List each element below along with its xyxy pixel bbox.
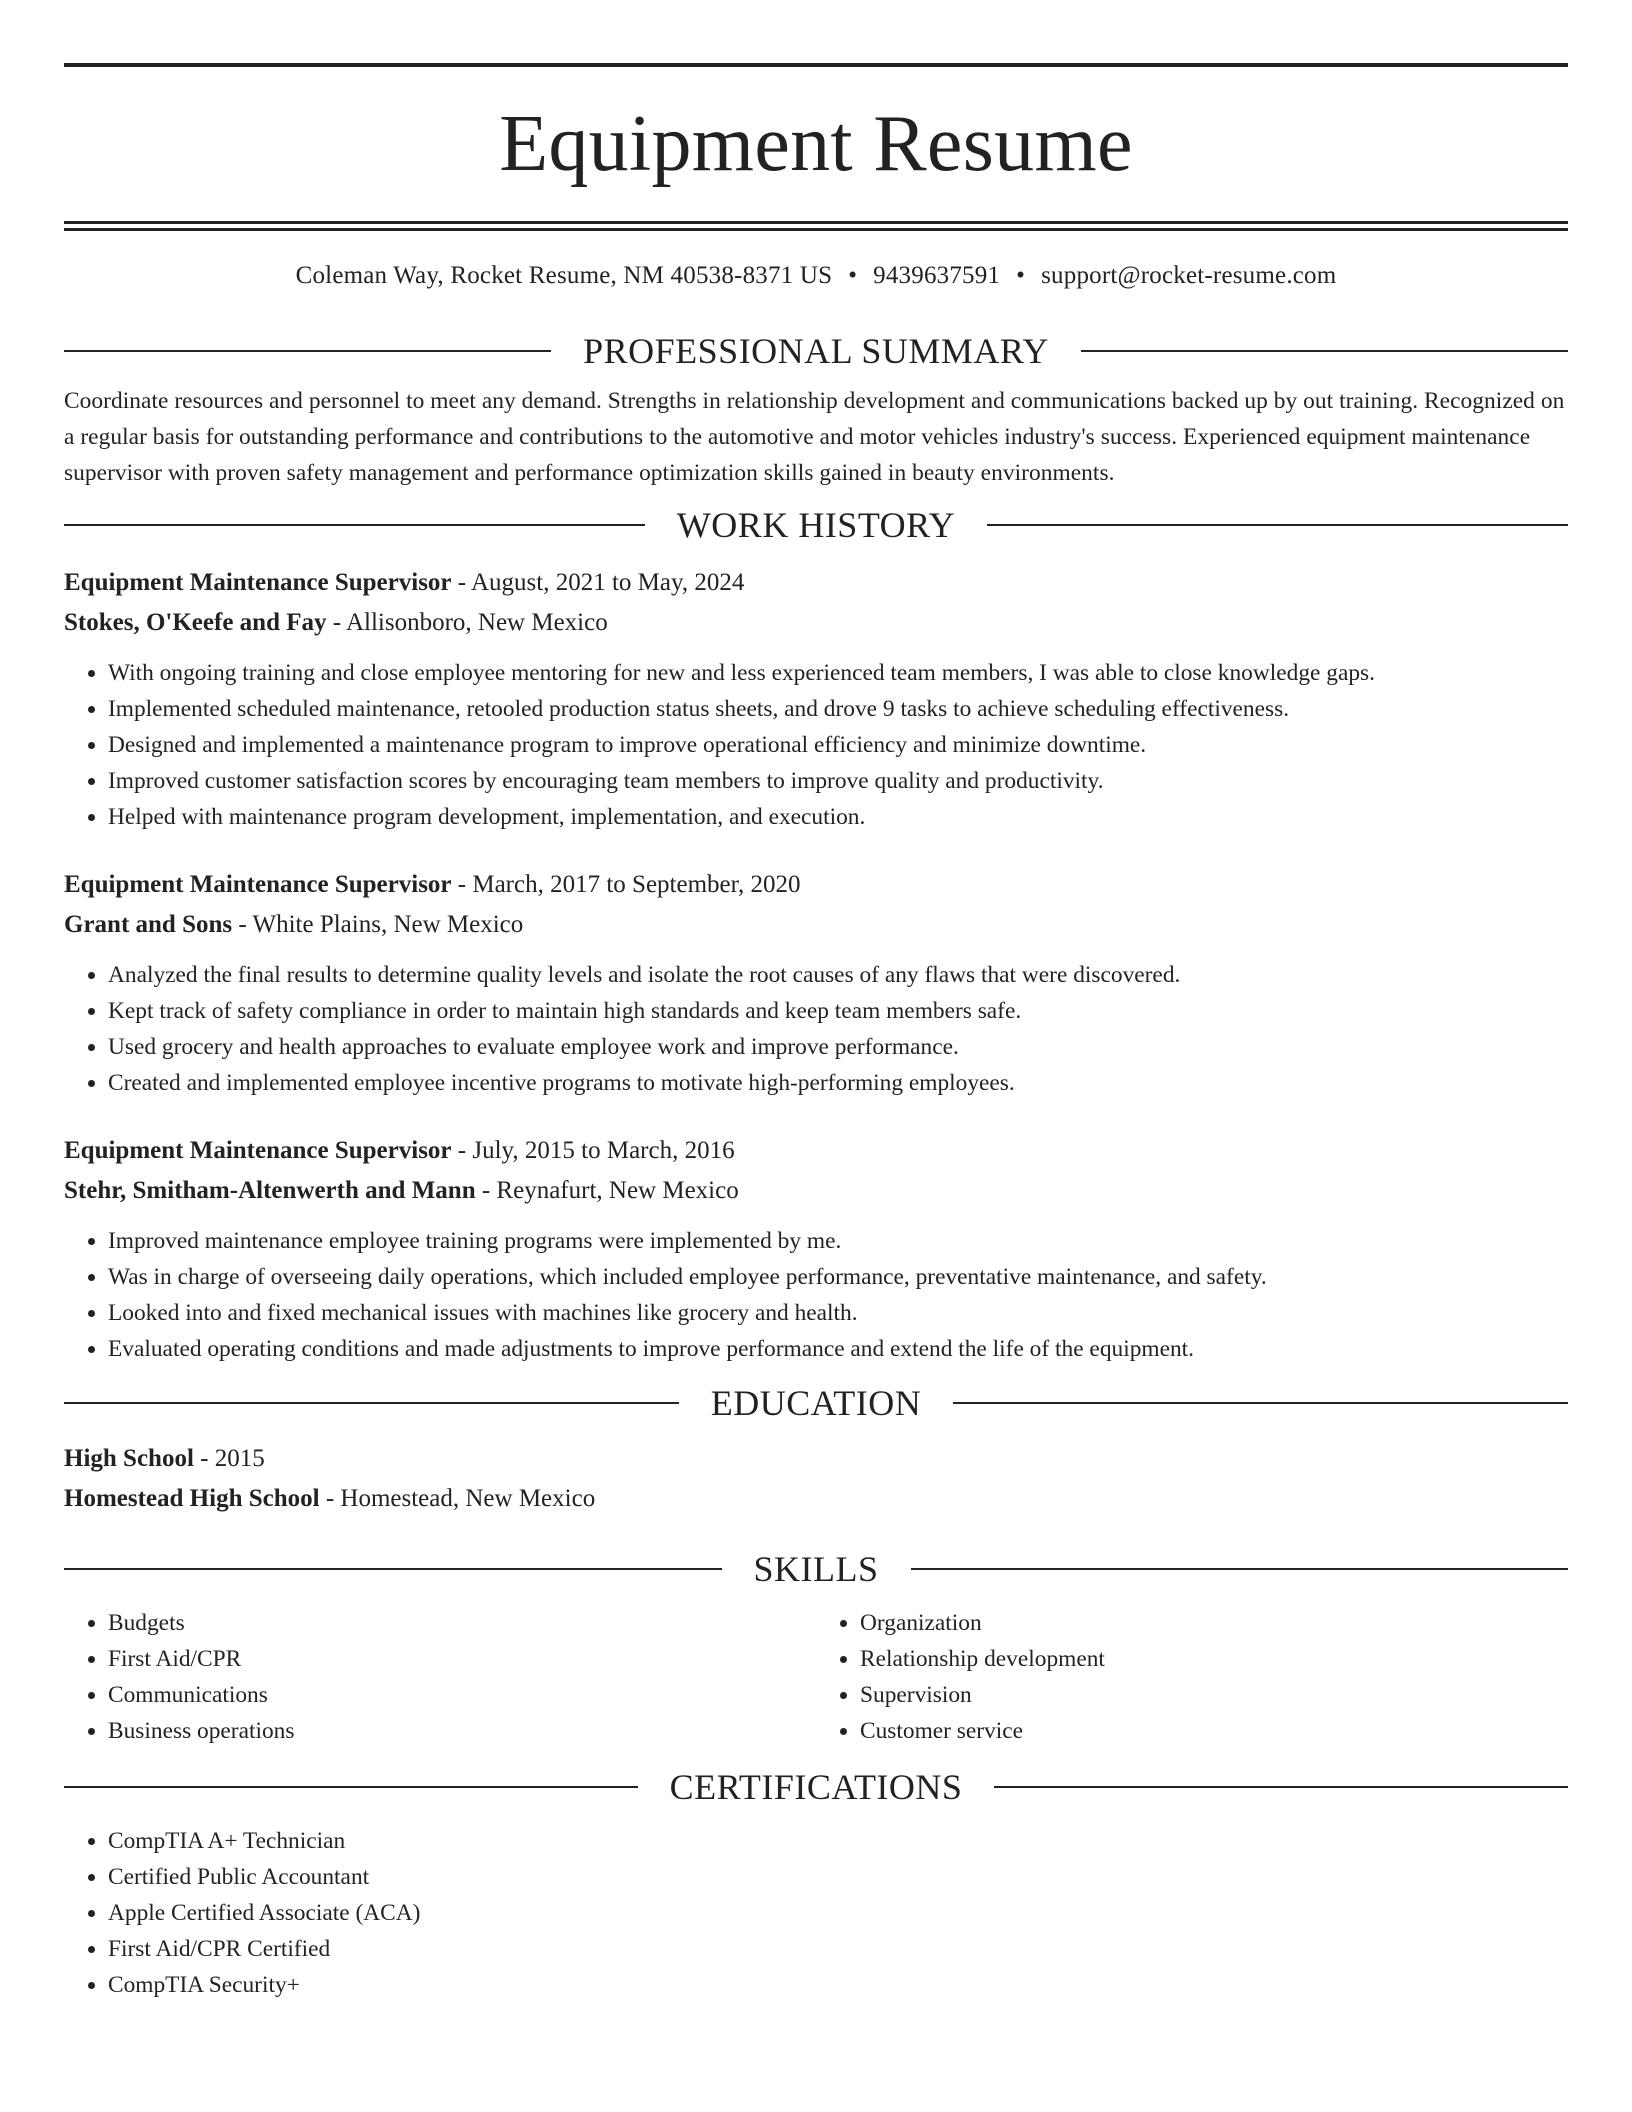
skills-columns [64,1605,1568,1749]
list-item: • CompTIA A+ Technician [108,1823,1568,1859]
list-item: • Helped with maintenance program development, implementation, and execution. [108,799,1568,835]
list-item: • First Aid/CPR Certified [108,1931,1568,1967]
heading-rule [64,1786,638,1788]
job-title-line [64,865,1568,905]
job-entry [64,865,1568,1101]
section-heading-work-history [64,505,1568,545]
heading-rule [64,350,551,352]
section-title: WORK HISTORY [676,505,956,545]
job-dates: - March, 2017 to September, 2020 [451,871,801,898]
heading-rule [64,1402,679,1404]
contact-separator: • [1016,262,1026,289]
job-company-line [64,1171,1568,1211]
job-company-line [64,603,1568,643]
contact-phone: 9439637591 [873,262,1001,289]
list-item: • Implemented scheduled maintenance, retooled production status sheets, and drove 9 tasks to achieve scheduling effectiveness. [108,691,1568,727]
job-company-line [64,905,1568,945]
list-item: • CompTIA Security+ [108,1967,1568,2003]
list-item: • Budgets [108,1605,816,1641]
education-degree-line [64,1439,1568,1479]
contact-line [64,261,1568,291]
list-item: • Business operations [108,1713,816,1749]
job-bullets [64,957,1568,1101]
summary-text: Coordinate resources and personnel to meet any demand. Strengths in relationship development and communications backed up by out training. Recognized on a regular basis for outstanding performance and contributions to the automotive and motor vehicles industry's success. Experienced equipment maintenance supervisor with proven safety management and performance optimization skills gained in beauty environments. [64,388,1565,486]
job-entry [64,563,1568,835]
job-dates: - July, 2015 to March, 2016 [451,1137,735,1164]
heading-rule [64,524,645,526]
list-item: • Certified Public Accountant [108,1859,1568,1895]
education-location: - Homestead, New Mexico [319,1485,596,1512]
contact-separator: • [848,262,858,289]
education-year: - 2015 [193,1445,265,1472]
education-entry [64,1439,1568,1519]
heading-rule [953,1402,1568,1404]
heading-rule [911,1568,1569,1570]
skills-left-list [64,1605,816,1749]
list-item: • Organization [860,1605,1568,1641]
job-location: - Reynafurt, New Mexico [475,1177,739,1204]
list-item: • First Aid/CPR [108,1641,816,1677]
contact-email: support@rocket-resume.com [1041,262,1337,289]
job-title: Equipment Maintenance Supervisor [64,871,452,898]
section-heading-certifications [64,1767,1568,1807]
job-location: - White Plains, New Mexico [232,911,524,938]
list-item: • Apple Certified Associate (ACA) [108,1895,1568,1931]
job-dates: - August, 2021 to May, 2024 [451,569,745,596]
list-item: • Analyzed the final results to determine quality levels and isolate the root causes of any flaws that were discovered. [108,957,1568,993]
list-item: • Created and implemented employee incentive programs to motivate high-performing employees. [108,1065,1568,1101]
list-item: • Evaluated operating conditions and made adjustments to improve performance and extend the life of the equipment. [108,1331,1568,1367]
heading-rule [64,1568,722,1570]
job-title-line [64,1131,1568,1171]
job-company: Grant and Sons [64,911,233,938]
section-title: SKILLS [753,1549,879,1589]
job-bullets [64,655,1568,835]
list-item: • With ongoing training and close employee mentoring for new and less experienced team members, I was able to close knowledge gaps. [108,655,1568,691]
heading-rule [994,1786,1568,1788]
certifications-block [64,1823,1568,2003]
page-title: Equipment Resume [499,100,1133,188]
job-entry [64,1131,1568,1367]
title-double-rule [64,221,1568,231]
heading-rule [987,524,1568,526]
job-bullets [64,1223,1568,1367]
skills-right-list [816,1605,1568,1749]
section-heading-education [64,1383,1568,1423]
list-item: • Was in charge of overseeing daily operations, which included employee performance, preventative maintenance, and safety. [108,1259,1568,1295]
job-company: Stehr, Smitham-Altenwerth and Mann [64,1177,476,1204]
section-title: PROFESSIONAL SUMMARY [583,331,1049,371]
section-title: CERTIFICATIONS [669,1767,963,1807]
list-item: • Relationship development [860,1641,1568,1677]
job-title: Equipment Maintenance Supervisor [64,569,452,596]
job-location: - Allisonboro, New Mexico [326,609,608,636]
contact-address: Coleman Way, Rocket Resume, NM 40538-8371 US [295,262,833,289]
top-rule [64,63,1568,67]
list-item: • Designed and implemented a maintenance program to improve operational efficiency and minimize downtime. [108,727,1568,763]
job-company: Stokes, O'Keefe and Fay [64,609,327,636]
section-heading-summary [64,331,1568,371]
list-item: • Kept track of safety compliance in order to maintain high standards and keep team members safe. [108,993,1568,1029]
list-item: • Improved customer satisfaction scores by encouraging team members to improve quality and productivity. [108,763,1568,799]
job-title-line [64,563,1568,603]
list-item: • Used grocery and health approaches to evaluate employee work and improve performance. [108,1029,1568,1065]
job-title: Equipment Maintenance Supervisor [64,1137,452,1164]
list-item: • Customer service [860,1713,1568,1749]
section-heading-skills [64,1549,1568,1589]
education-school: Homestead High School [64,1485,320,1512]
list-item: • Improved maintenance employee training programs were implemented by me. [108,1223,1568,1259]
list-item: • Communications [108,1677,816,1713]
education-school-line [64,1479,1568,1519]
certifications-list [64,1823,1568,2003]
section-title: EDUCATION [710,1383,922,1423]
education-degree: High School [64,1445,194,1472]
heading-rule [1081,350,1568,352]
list-item: • Supervision [860,1677,1568,1713]
list-item: • Looked into and fixed mechanical issues with machines like grocery and health. [108,1295,1568,1331]
